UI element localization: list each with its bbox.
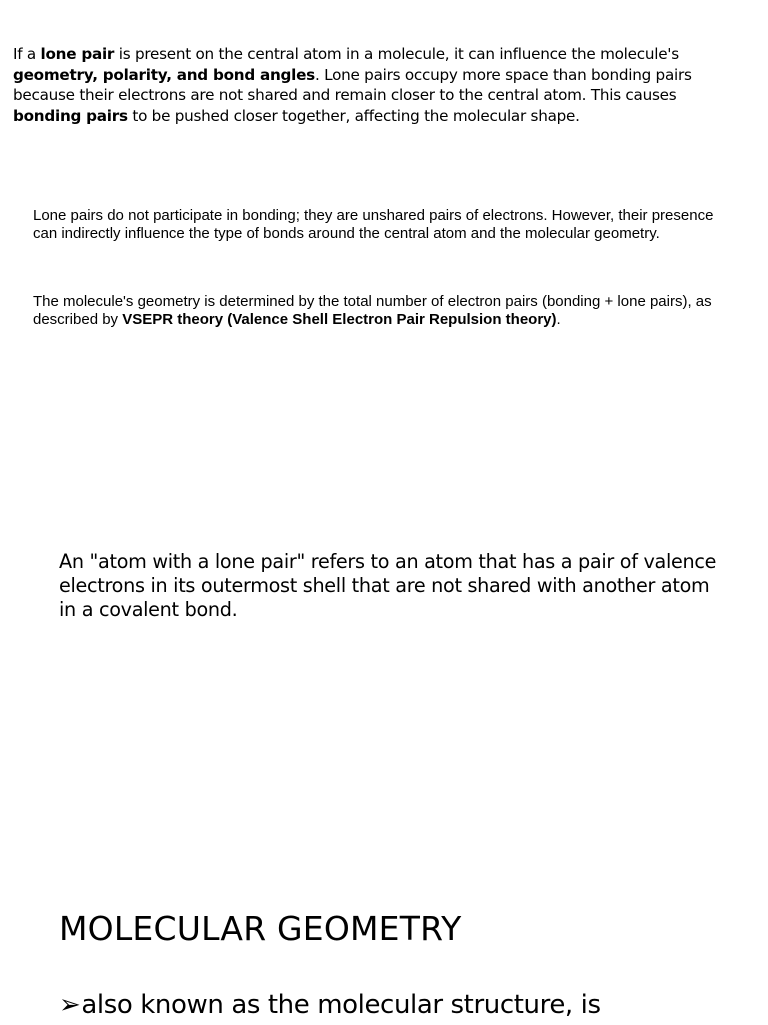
para1-text-3: . Lone pairs occupy more space than bonding pairs because their electrons are not shared and remain closer to the central atom. This causes (13, 65, 692, 104)
atom-lone-pair-definition: An "atom with a lone pair" refers to an atom that has a pair of valence electrons in its outermost shell that are not shared with another atom in a covalent bond. (59, 550, 717, 621)
para1-text-2: is present on the central atom in a molecule, it can influence the molecule's (114, 45, 679, 63)
bullet-item (59, 985, 759, 1025)
para1-text-4: to be pushed closer together, affecting the molecular shape. (127, 106, 580, 125)
vsepr-paragraph (33, 293, 723, 329)
para3-text-1: The molecule's geometry is determined by the total number of electron pairs (bonding + lone pairs), as described by (33, 293, 712, 328)
bullet-text: also known as the molecular structure, is (81, 990, 601, 1020)
para1-bold-geometry: geometry, polarity, and bond angles (13, 65, 315, 84)
lone-pair-bonding-paragraph: Lone pairs do not participate in bonding; they are unshared pairs of electrons. However, their presence can indirectly influence the type of bonds around the central atom and the molecular geometry. (33, 207, 714, 242)
arrow-bullet-icon: ➢ (59, 990, 81, 1020)
para3-text-2: . (556, 311, 561, 328)
lone-pair-intro-paragraph (13, 44, 728, 126)
para3-bold-vsepr: VSEPR theory (Valence Shell Electron Pair Repulsion theory) (122, 311, 557, 328)
para1-bold-lone-pair: lone pair (40, 45, 115, 63)
para1-bold-bonding-pairs: bonding pairs (13, 106, 128, 125)
molecular-geometry-heading: MOLECULAR GEOMETRY (59, 909, 462, 948)
para1-text-1: If a (13, 45, 41, 63)
